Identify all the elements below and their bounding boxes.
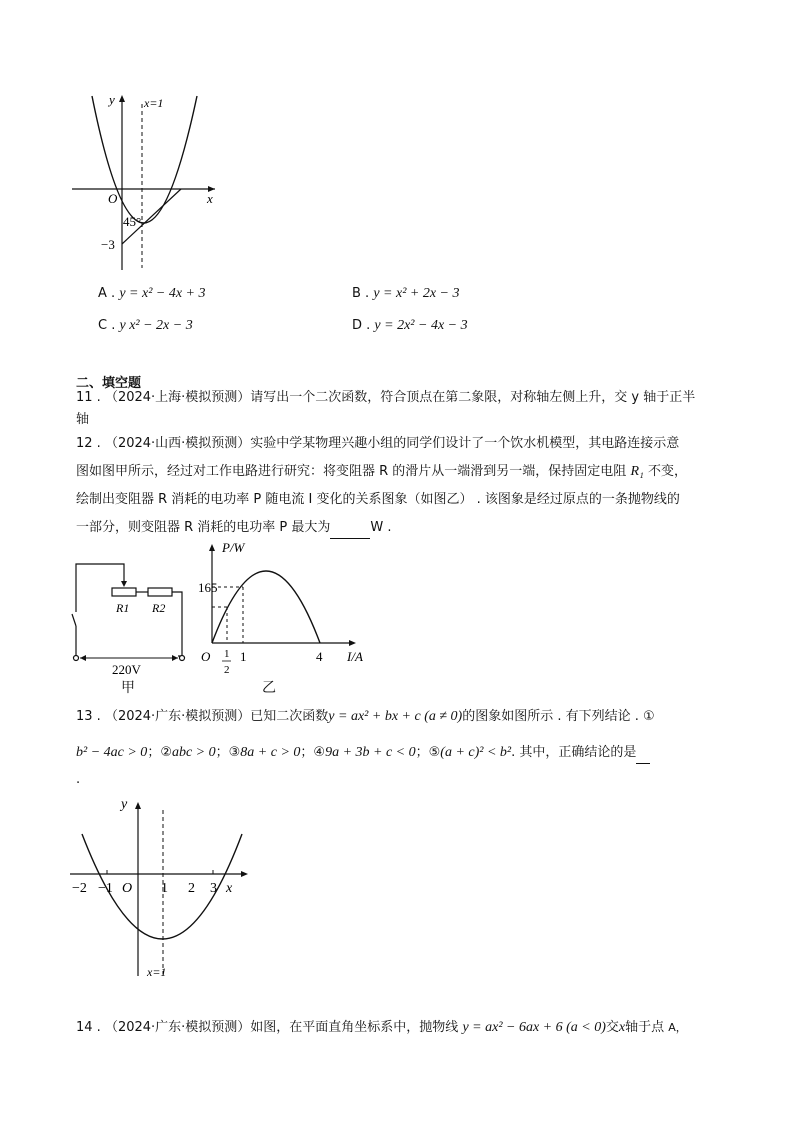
q13-tail: . 其中，正确结论的是 <box>511 745 637 760</box>
option-a-formula: y = x² − 4x + 3 <box>119 286 206 301</box>
q13-marker-5: ；⑤ <box>415 745 441 760</box>
q13-function: y = ax² + bx + c (a ≠ 0) <box>328 709 463 724</box>
resistor-r1 <box>112 588 136 596</box>
origin-label: O <box>201 649 211 664</box>
tick-label-3: 3 <box>210 881 217 896</box>
r1-label: R1 <box>116 601 130 615</box>
q12-line2-text: 图如图甲所示，经过对工作电路进行研究：将变阻器 R 的滑片从一端滑到另一端，保持固定电阻 <box>76 464 627 479</box>
origin-label: O <box>122 881 133 896</box>
q13-statement-3: 8a + c > 0 <box>240 745 301 760</box>
answer-blank[interactable] <box>330 518 370 539</box>
q12-line3: 绘制出变阻器 R 消耗的电功率 P 随电流 I 变化的关系图象（如图乙） . 该图象是经过原点的一条抛物线的 <box>76 492 680 507</box>
slider-arrow <box>121 581 127 587</box>
q13-marker-3: ；③ <box>215 745 241 760</box>
symmetry-line-label: x=1 <box>144 96 164 110</box>
q13-statement-2: abc > 0 <box>171 745 216 760</box>
voltage-arrow-right <box>172 655 178 661</box>
option-c-formula: y x² − 2x − 3 <box>119 318 193 333</box>
resistor-r2 <box>148 588 172 596</box>
option-b-formula: y = x² + 2x − 3 <box>373 286 460 301</box>
q12-line4-text: 一部分，则变阻器 R 消耗的电功率 P 最大为 <box>76 520 331 535</box>
angle-label: 45° <box>123 214 142 229</box>
circuit-caption: 甲 <box>121 680 135 696</box>
q13-statement-1: b² − 4ac > 0 <box>76 745 148 760</box>
tick-half-den: 2 <box>224 664 230 676</box>
voltage-arrow-left <box>80 655 86 661</box>
terminal-left <box>74 656 79 661</box>
figure-parabola-45 <box>60 90 230 275</box>
i-axis-label: I/A <box>347 649 363 664</box>
voltage-label: 220V <box>112 662 141 677</box>
q14-intro: 14 . （2024·广东·模拟预测）如图，在平面直角坐标系中，抛物线 <box>76 1020 459 1035</box>
section-title: 二、填空题 <box>76 376 142 391</box>
tick-label-minus-2: −2 <box>72 881 87 896</box>
symmetry-line-label: x=1 <box>147 965 167 979</box>
q13-statement-4: 9a + 3b + c < 0 <box>325 745 416 760</box>
q11-line2: 轴 <box>76 412 90 427</box>
x-axis-label: x <box>207 191 213 206</box>
tick-half-num: 1 <box>224 648 230 660</box>
q12-line2-end: 不变， <box>648 464 688 479</box>
figure-parabola-x1 <box>66 796 256 982</box>
terminal-right <box>180 656 185 661</box>
y-axis-label: y <box>109 92 115 107</box>
q13-intro-end: 的图象如图所示 . 有下列结论 . ① <box>462 709 655 724</box>
q14-point: A， <box>668 1021 687 1034</box>
option-d-letter: D . <box>352 318 371 333</box>
option-a[interactable] <box>98 284 206 304</box>
q14-function: y = ax² − 6ax + 6 (a < 0) <box>462 1020 606 1035</box>
q12-r1-symbol: R₁ <box>630 464 644 479</box>
q14-line1 <box>76 1018 687 1038</box>
x-axis-label: x <box>226 881 233 896</box>
option-b-letter: B . <box>352 286 370 301</box>
power-parabola <box>212 571 320 643</box>
q12-line2 <box>76 462 687 482</box>
intercept-label: −3 <box>101 237 115 252</box>
i-axis-arrow <box>349 640 356 646</box>
option-c-letter: C . <box>98 318 116 333</box>
value-165-label: 165 <box>198 580 218 595</box>
q13-marker-2: ；② <box>147 745 172 760</box>
q12-line4 <box>76 518 392 539</box>
q14-var: x <box>618 1020 626 1035</box>
tick-label-2: 2 <box>188 881 195 896</box>
q14-suffix: 轴于点 <box>625 1020 665 1035</box>
option-c[interactable] <box>98 316 193 336</box>
p-axis-label: P/W <box>222 540 245 555</box>
option-a-letter: A . <box>98 286 116 301</box>
y-axis-arrow <box>135 802 141 809</box>
q12-line1: 12 . （2024·山西·模拟预测）实验中学某物理兴趣小组的同学们设计了一个饮水机模型，其电路连接示意 <box>76 436 680 451</box>
option-d[interactable] <box>352 316 468 336</box>
power-chart <box>198 540 378 680</box>
switch <box>72 614 76 626</box>
tick-four: 4 <box>316 649 323 664</box>
right-wire <box>172 592 182 656</box>
chart-caption: 乙 <box>262 680 276 696</box>
q13-line1 <box>76 707 655 727</box>
tick-one: 1 <box>240 649 247 664</box>
option-d-formula: y = 2x² − 4x − 3 <box>374 318 468 333</box>
q12-line4-unit: W . <box>370 520 392 535</box>
p-axis-arrow <box>209 544 215 551</box>
tick-label-minus-1: −1 <box>98 881 113 896</box>
q13-end-dot: . <box>76 772 81 787</box>
origin-label: O <box>108 191 118 206</box>
y-axis-arrow <box>119 95 125 102</box>
q13-intro: 13 . （2024·广东·模拟预测）已知二次函数 <box>76 709 329 724</box>
q13-line2 <box>76 743 650 764</box>
q14-mid: 交 <box>605 1020 619 1035</box>
q13-marker-4: ；④ <box>300 745 326 760</box>
r2-label: R2 <box>152 601 166 615</box>
option-b[interactable] <box>352 284 460 304</box>
answer-blank[interactable] <box>636 743 650 764</box>
y-axis-label: y <box>121 797 128 812</box>
x-axis-arrow <box>241 871 248 877</box>
q13-statement-5: (a + c)² < b² <box>440 745 512 760</box>
q11-line1: 11 . （2024·上海·模拟预测）请写出一个二次函数，符合顶点在第二象限，对称轴左侧上升，交 y 轴于正半 <box>76 390 696 405</box>
tick-label-1: 1 <box>161 881 168 896</box>
circuit-diagram <box>68 554 194 694</box>
